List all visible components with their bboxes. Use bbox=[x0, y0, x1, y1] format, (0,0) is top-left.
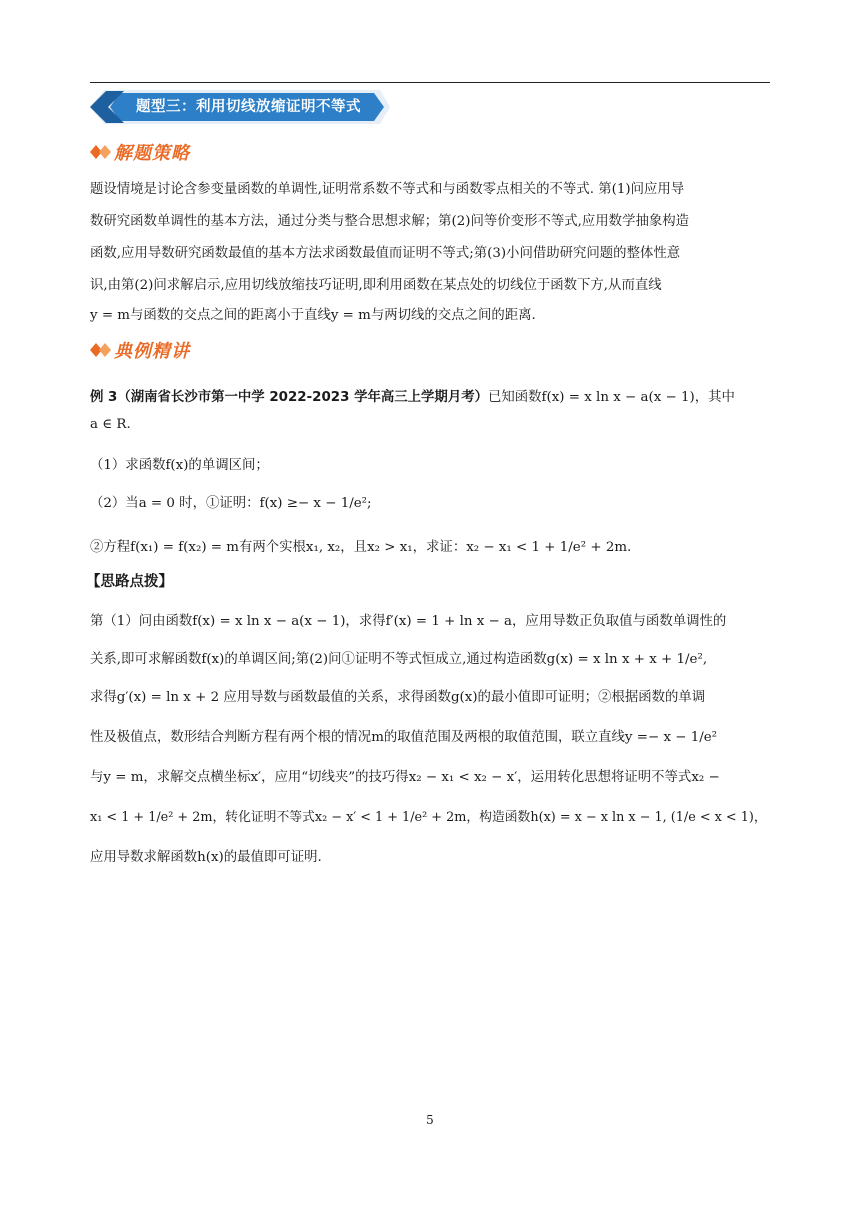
strategy-line-2: 数研究函数单调性的基本方法，通过分类与整合思想求解；第(2)问等价变形不等式,应用数学抽象构造 bbox=[90, 214, 690, 229]
example-statement: 已知函数f(x) = x ln x − a(x − 1)，其中 bbox=[488, 390, 735, 405]
example-line-1 bbox=[90, 386, 735, 405]
example-heading-text: 典例精讲 bbox=[114, 341, 190, 362]
hint-line-4: 性及极值点，数形结合判断方程有两个根的情况m的取值范围及两根的取值范围，联立直线y =− x − 1/e² bbox=[90, 730, 718, 745]
page-number: 5 bbox=[426, 1113, 434, 1127]
top-rule bbox=[90, 82, 770, 83]
strategy-line-5: y = m与函数的交点之间的距离小于直线y = m与两切线的交点之间的距离. bbox=[90, 308, 536, 323]
diamond-icon bbox=[90, 144, 112, 160]
example-source: 例 3（湖南省长沙市第一中学 2022-2023 学年高三上学期月考） bbox=[90, 390, 488, 405]
example-part-2b: ②方程f(x₁) = f(x₂) = m有两个实根x₁, x₂，且x₂ > x₁，求证：x₂ − x₁ < 1 + 1/e² + 2m. bbox=[90, 540, 632, 555]
example-part-2: （2）当a = 0 时，①证明：f(x) ≥− x − 1/e²; bbox=[90, 496, 372, 511]
strategy-line-3: 函数,应用导数研究函数最值的基本方法求函数最值而证明不等式;第(3)小问借助研究问题的整体性意 bbox=[90, 246, 681, 261]
example-line-2: a ∈ R. bbox=[90, 417, 131, 432]
hint-title: 【思路点拨】 bbox=[86, 574, 173, 590]
section-banner bbox=[90, 90, 390, 124]
banner-title: 题型三：利用切线放缩证明不等式 bbox=[136, 99, 361, 115]
hint-line-3: 求得g′(x) = ln x + 2 应用导数与函数最值的关系，求得函数g(x)的最小值即可证明；②根据函数的单调 bbox=[90, 690, 706, 705]
hint-line-2: 关系,即可求解函数f(x)的单调区间;第(2)问①证明不等式恒成立,通过构造函数g(x) = x ln x + x + 1/e², bbox=[90, 652, 708, 667]
hint-line-6: x₁ < 1 + 1/e² + 2m，转化证明不等式x₂ − x′ < 1 + 1/e² + 2m，构造函数h(x) = x − x ln x − 1, (1/e < x < 1)， bbox=[90, 810, 767, 825]
example-part-1: （1）求函数f(x)的单调区间； bbox=[90, 458, 269, 473]
example-heading bbox=[90, 337, 190, 363]
hint-line-5: 与y = m，求解交点横坐标x′，应用“切线夹”的技巧得x₂ − x₁ < x₂ − x′，运用转化思想将证明不等式x₂ − bbox=[90, 770, 720, 785]
strategy-line-1: 题设情境是讨论含参变量函数的单调性,证明常系数不等式和与函数零点相关的不等式. 第(1)问应用导 bbox=[90, 182, 685, 197]
diamond-icon bbox=[90, 342, 112, 358]
hint-line-7: 应用导数求解函数h(x)的最值即可证明. bbox=[90, 850, 322, 865]
hint-line-1: 第（1）问由函数f(x) = x ln x − a(x − 1)，求得f′(x) = 1 + ln x − a，应用导数正负取值与函数单调性的 bbox=[90, 614, 727, 629]
strategy-line-4: 识,由第(2)问求解启示,应用切线放缩技巧证明,即利用函数在某点处的切线位于函数下方,从而直线 bbox=[90, 278, 662, 293]
strategy-heading-text: 解题策略 bbox=[114, 143, 190, 164]
strategy-heading bbox=[90, 139, 190, 165]
